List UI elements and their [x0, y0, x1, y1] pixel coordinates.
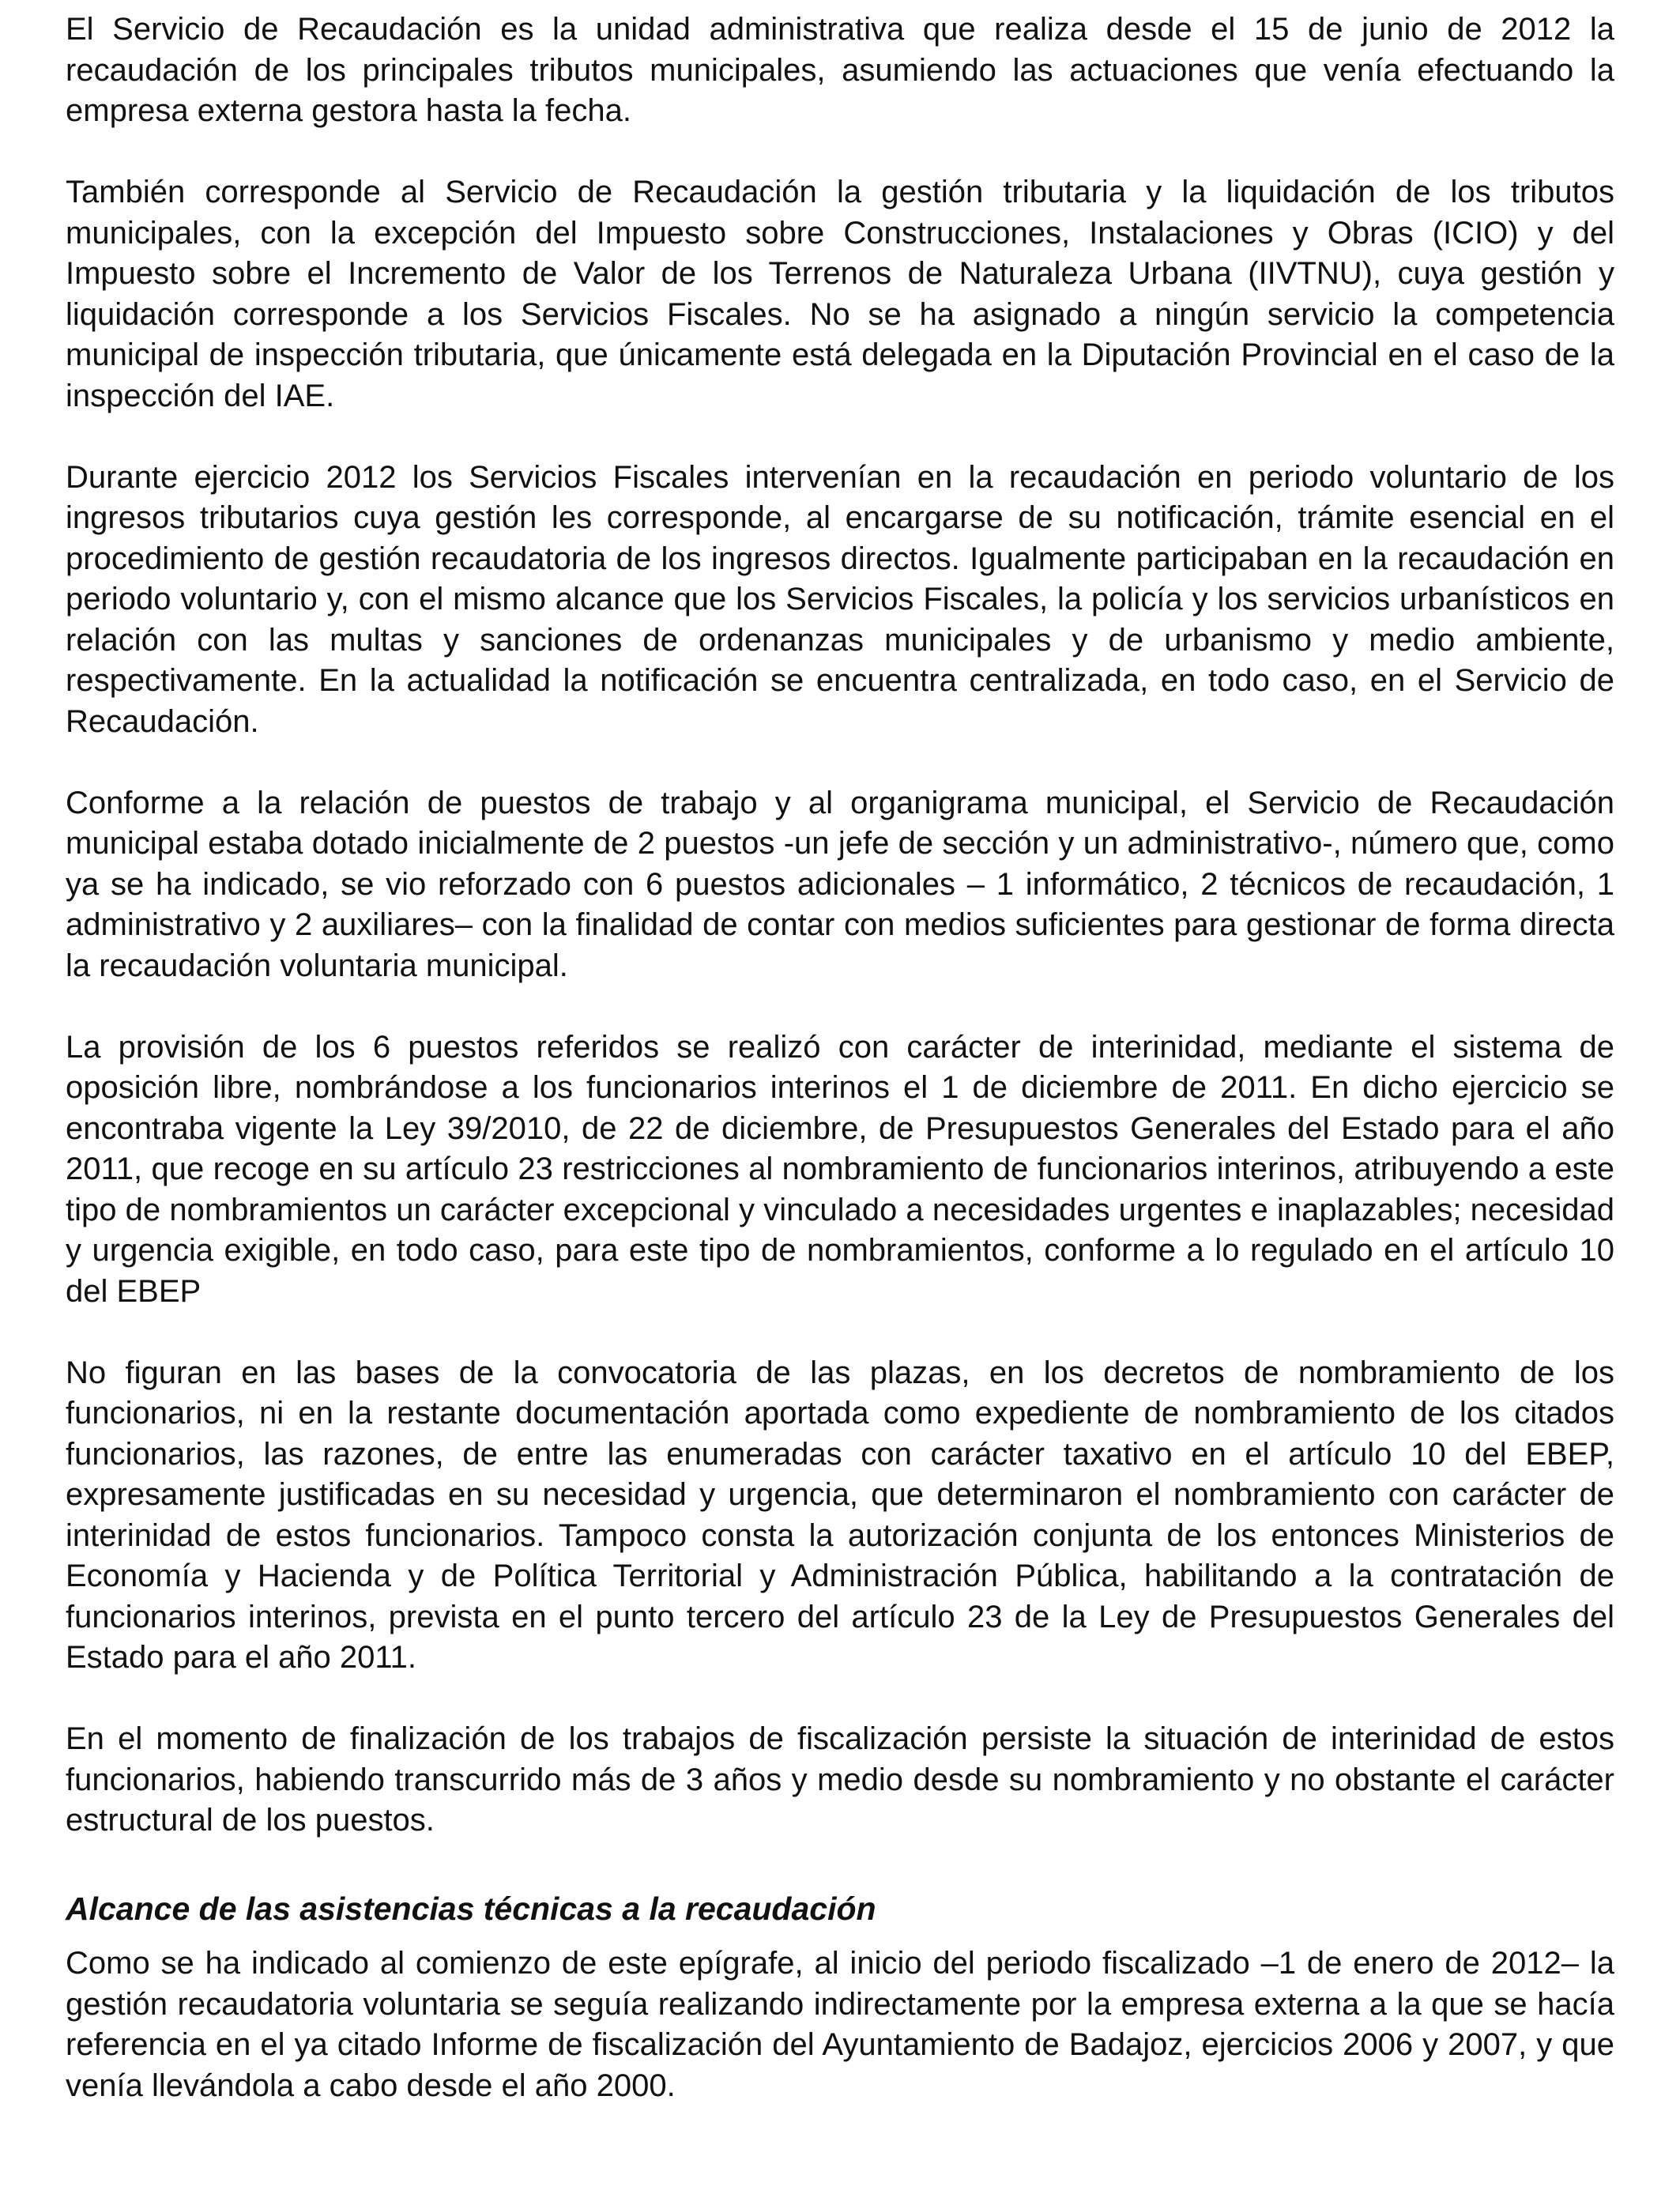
paragraph-relacion-puestos: Conforme a la relación de puestos de trabajo y al organigrama municipal, el Servicio de Recaudación municipal estaba dotado inicialmente de 2 puestos -un jefe de sección y un administrativo-, número que, como ya se ha indicado, se vio reforzado con 6 puestos adicionales – 1 informático, 2 técnicos de recaudación, 1 administrativo y 2 auxiliares– con la finalidad de contar con medios suficientes para gestionar de forma directa la recaudación voluntaria municipal. [66, 785, 1614, 983]
paragraph-gestion-tributaria: También corresponde al Servicio de Recaudación la gestión tributaria y la liquidación de los tributos municipales, con la excepción del Impuesto sobre Construcciones, Instalaciones y Obras (ICIO) y del Impuesto sobre el Incremento de Valor de los Terrenos de Naturaleza Urbana (IIVTNU), cuya gestión y liquidación corresponde a los Servicios Fiscales. No se ha asignado a ningún servicio la competencia municipal de inspección tributaria, que únicamente está delegada en la Diputación Provincial en el caso de la inspección del IAE. [66, 175, 1614, 413]
paragraph-bases-convocatoria: No figuran en las bases de la convocatoria de las plazas, en los decretos de nombramiento de los funcionarios, ni en la restante documentación aportada como expediente de nombramiento de los citados funcionarios, las razones, de entre las enumeradas con carácter taxativo en el artículo 10 del EBEP, expresamente justificadas en su necesidad y urgencia, que determinaron el nombramiento con carácter de interinidad de estos funcionarios. Tampoco consta la autorización conjunta de los entonces Ministerios de Economía y Hacienda y de Política Territorial y Administración Pública, habilitando a la contratación de funcionarios interinos, prevista en el punto tercero del artículo 23 de la Ley de Presupuestos Generales del Estado para el año 2011. [66, 1355, 1614, 1675]
section-heading: Alcance de las asistencias técnicas a la recaudación [66, 1890, 876, 1927]
paragraph-provision-puestos: La provisión de los 6 puestos referidos se realizó con carácter de interinidad, mediante el sistema de oposición libre, nombrándose a los funcionarios interinos el 1 de diciembre de 2011. En dicho ejercicio se encontraba vigente la Ley 39/2010, de 22 de diciembre, de Presupuestos Generales del Estado para el año 2011, que recoge en su artículo 23 restricciones al nombramiento de funcionarios interinos, atribuyendo a este tipo de nombramientos un carácter excepcional y vinculado a necesidades urgentes e inaplazables; necesidad y urgencia exigible, en todo caso, para este tipo de nombramientos, conforme a lo regulado en el artículo 10 del EBEP [66, 1029, 1614, 1309]
paragraph-ejercicio-2012: Durante ejercicio 2012 los Servicios Fiscales intervenían en la recaudación en periodo voluntario de los ingresos tributarios cuya gestión les corresponde, al encargarse de su notificación, trámite esencial en el procedimiento de gestión recaudatoria de los ingresos directos. Igualmente participaban en la recaudación en periodo voluntario y, con el mismo alcance que los Servicios Fiscales, la policía y los servicios urbanísticos en relación con las multas y sanciones de ordenanzas municipales y de urbanismo y medio ambiente, respectivamente. En la actualidad la notificación se encuentra centralizada, en todo caso, en el Servicio de Recaudación. [66, 459, 1614, 739]
paragraph-finalizacion-trabajos: En el momento de finalización de los trabajos de fiscalización persiste la situación de interinidad de estos funcionarios, habiendo transcurrido más de 3 años y medio desde su nombramiento y no obstante el carácter estructural de los puestos. [66, 1721, 1614, 1838]
document-page [66, 9, 1614, 2147]
paragraph-alcance-asistencias: Como se ha indicado al comienzo de este epígrafe, al inicio del periodo fiscalizado –1 de enero de 2012– la gestión recaudatoria voluntaria se seguía realizando indirectamente por la empresa externa a la que se hacía referencia en el ya citado Informe de fiscalización del Ayuntamiento de Badajoz, ejercicios 2006 y 2007, y que venía llevándola a cabo desde el año 2000. [66, 1946, 1614, 2103]
paragraph-servicio-recaudacion: El Servicio de Recaudación es la unidad administrativa que realiza desde el 15 de junio de 2012 la recaudación de los principales tributos municipales, asumiendo las actuaciones que venía efectuando la empresa externa gestora hasta la fecha. [66, 12, 1614, 128]
